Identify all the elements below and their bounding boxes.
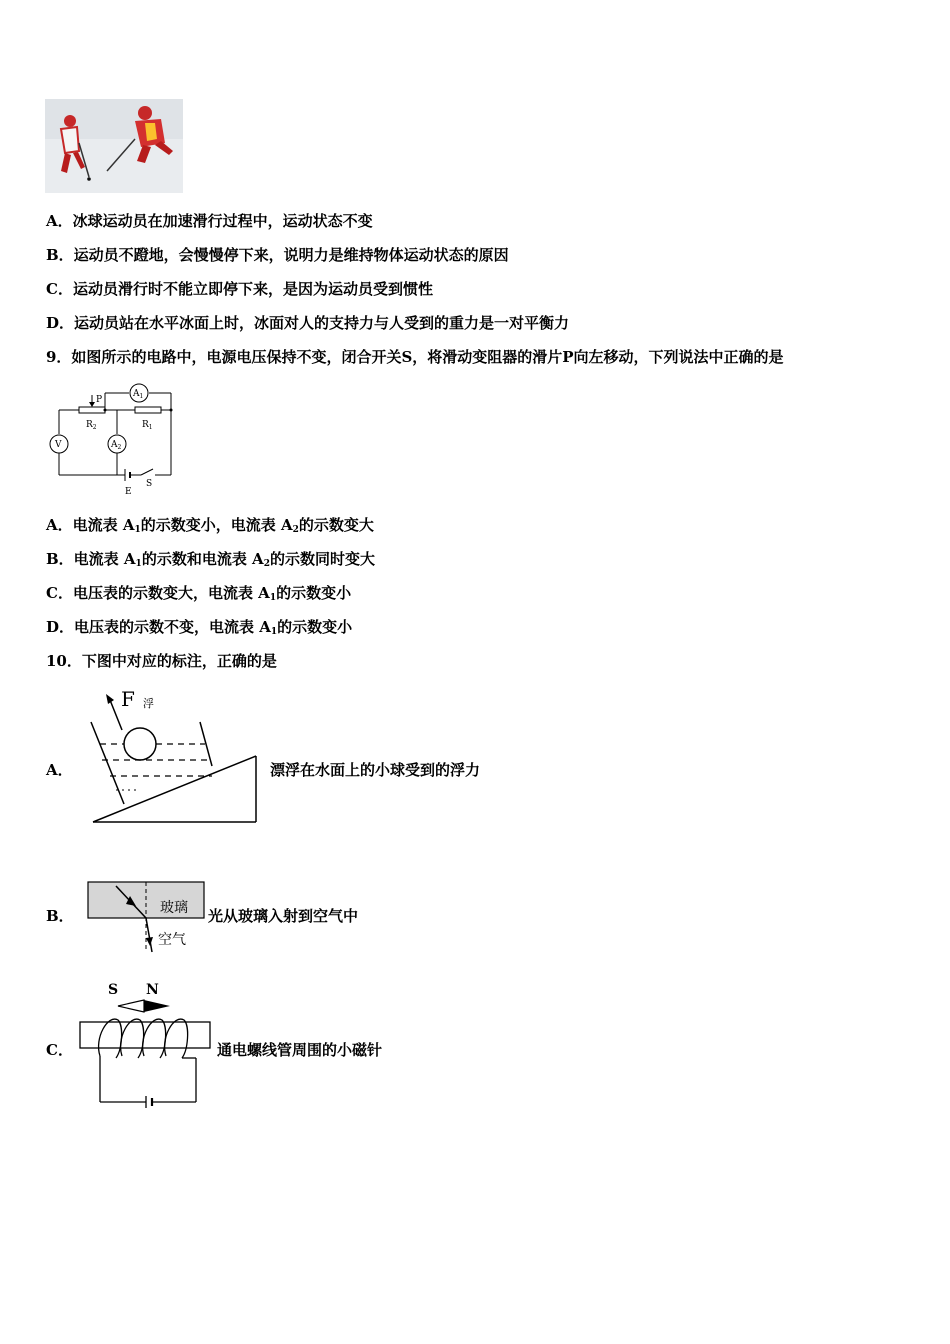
force-f-label: F <box>121 687 135 711</box>
q8-option-b: B．运动员不蹬地，会慢慢停下来，说明力是维持物体运动状态的原因 <box>46 246 509 264</box>
q10-b-caption: 光从玻璃入射到空气中 <box>208 907 359 925</box>
q9-option-a: A．电流表 $A_1$的示数变小，电流表 $A_2$的示数变大 <box>46 516 374 535</box>
r2-label: R <box>86 420 93 430</box>
svg-text:A1: $A_1$ <box>133 389 144 400</box>
q9-circuit-diagram <box>45 380 185 498</box>
svg-text:R2: $R_2$ <box>86 420 97 431</box>
q10-c-caption: 通电螺线管周围的小磁针 <box>217 1041 383 1059</box>
q8-option-a: A．冰球运动员在加速滑行过程中，运动状态不变 <box>46 212 373 230</box>
q8-option-c: C．运动员滑行时不能立即停下来，是因为运动员受到惯性 <box>46 280 433 298</box>
switch-s-label: S <box>146 479 153 489</box>
q10-stem: 10．下图中对应的标注，正确的是 <box>46 652 277 670</box>
slider-p-label: P <box>96 395 103 405</box>
ammeter-a1-label: A <box>133 389 140 399</box>
q10-a-buoyancy-diagram <box>88 686 260 826</box>
voltmeter-label: V <box>55 440 62 450</box>
svg-text:A2: $A_2$ <box>111 440 122 451</box>
glass-label: 玻璃 <box>160 900 188 916</box>
ammeter-a2-label: A <box>111 440 118 450</box>
svg-text:R1: $R_1$ <box>142 420 153 431</box>
compass-n-label: N <box>146 982 159 998</box>
q10-b-refraction-diagram <box>86 880 208 954</box>
air-label: 空气 <box>158 932 186 948</box>
q10-c-solenoid-diagram <box>78 978 214 1108</box>
battery-e-label: E <box>125 487 132 497</box>
q10-a-key: A． <box>46 761 73 779</box>
compass-s-label: S <box>108 982 119 998</box>
q10-c-key: C． <box>46 1041 73 1059</box>
q9-option-d: D．电压表的示数不变，电流表 $A_1$的示数变小 <box>46 618 353 637</box>
q9-stem: 9．如图所示的电路中，电源电压保持不变，闭合开关S，将滑动变阻器的滑片P向左移动，下列说法中正确的是 <box>46 348 784 366</box>
q9-option-c: C．电压表的示数变大，电流表 $A_1$的示数变小 <box>46 584 352 603</box>
r1-label: R <box>142 420 149 430</box>
q9-option-b: B．电流表 $A_1$的示数和电流表 $A_2$的示数同时变大 <box>46 550 375 569</box>
q8-option-d: D．运动员站在水平冰面上时，冰面对人的支持力与人受到的重力是一对平衡力 <box>46 314 570 332</box>
q10-b-key: B． <box>46 907 74 925</box>
force-sub-label: 浮 <box>143 697 154 710</box>
hockey-photo <box>45 99 183 193</box>
q10-a-caption: 漂浮在水面上的小球受到的浮力 <box>270 761 481 779</box>
